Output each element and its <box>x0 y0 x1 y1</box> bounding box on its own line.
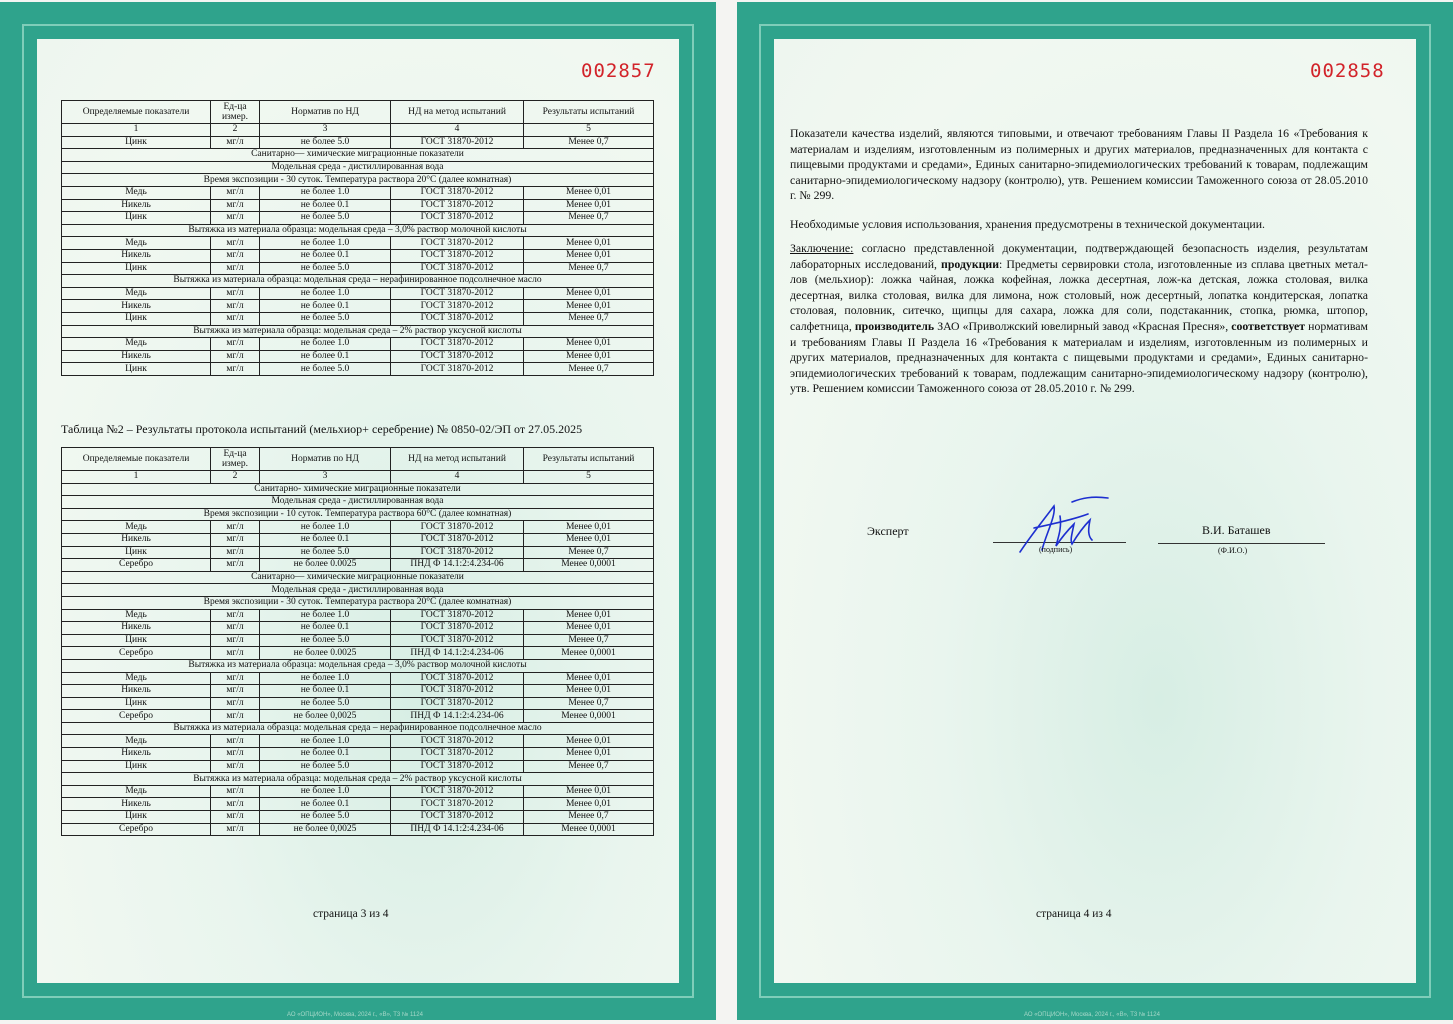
column-header: Ед-ца измер. <box>211 101 260 124</box>
manufacturer-label: производитель <box>854 318 935 333</box>
table-cell: Менее 0,01 <box>524 199 654 212</box>
column-number: 5 <box>524 124 654 137</box>
signature-caption: (подпись) <box>1039 545 1073 554</box>
table-cell: не более 5.0 <box>260 136 391 149</box>
table-cell: Цинк <box>62 811 211 824</box>
table-cell: ГОСТ 31870-2012 <box>391 136 524 149</box>
table-cell: ГОСТ 31870-2012 <box>391 521 524 534</box>
table-cell: не более 5.0 <box>260 634 391 647</box>
table-2-caption: Таблица №2 – Результаты протокола испытаний (мельхиор+ серебрение) № 0850-02/ЭП от 27.05.2025 <box>61 422 583 436</box>
section-title: Вытяжка из материала образца: модельная среда – нерафинированное подсолнечное масло <box>62 722 654 735</box>
table-cell: мг/л <box>211 533 260 546</box>
table-row <box>62 685 654 698</box>
section-title: Санитарно- химические миграционные показатели <box>62 483 654 496</box>
table-cell: Менее 0,0001 <box>524 823 654 836</box>
table-cell: не более 1.0 <box>260 672 391 685</box>
table-cell: Менее 0,01 <box>524 521 654 534</box>
table-row <box>62 697 654 710</box>
table-cell: не более 5.0 <box>260 697 391 710</box>
table-cell: не более 5.0 <box>260 262 391 275</box>
table-cell: не более 0.1 <box>260 798 391 811</box>
table-cell: Менее 0,0001 <box>524 559 654 572</box>
table-cell: не более 5.0 <box>260 811 391 824</box>
serial-number: 002858 <box>1310 60 1385 82</box>
table-row <box>62 748 654 761</box>
table-cell: мг/л <box>211 262 260 275</box>
expert-name: В.И. Баташев <box>1202 523 1271 537</box>
column-header: НД на метод испытаний <box>391 448 524 471</box>
table-cell: ГОСТ 31870-2012 <box>391 760 524 773</box>
column-header: Определяемые показатели <box>62 448 211 471</box>
certificate-page-4 <box>737 2 1453 1020</box>
table-row <box>62 136 654 149</box>
table-cell: не более 5.0 <box>260 760 391 773</box>
table-row <box>62 521 654 534</box>
column-number-row <box>62 124 654 137</box>
column-number: 2 <box>211 471 260 484</box>
table-cell: ГОСТ 31870-2012 <box>391 533 524 546</box>
certificate-page-3 <box>0 2 716 1020</box>
column-number-row <box>62 471 654 484</box>
section-row <box>62 722 654 735</box>
table-cell: Менее 0,0001 <box>524 710 654 723</box>
table-cell: Никель <box>62 748 211 761</box>
table-cell: не более 0.0025 <box>260 647 391 660</box>
table-cell: Серебро <box>62 710 211 723</box>
table-cell: Цинк <box>62 363 211 376</box>
section-row <box>62 508 654 521</box>
section-row <box>62 483 654 496</box>
conclusion-paragraph <box>790 241 1368 397</box>
table-cell: не более 0.1 <box>260 199 391 212</box>
table-cell: ГОСТ 31870-2012 <box>391 262 524 275</box>
table-cell: мг/л <box>211 748 260 761</box>
table-cell: мг/л <box>211 697 260 710</box>
table-cell: мг/л <box>211 710 260 723</box>
table-cell: не более 0.1 <box>260 533 391 546</box>
column-number: 4 <box>391 124 524 137</box>
table-cell: ГОСТ 31870-2012 <box>391 338 524 351</box>
table-cell: ГОСТ 31870-2012 <box>391 672 524 685</box>
table-cell: Менее 0,7 <box>524 363 654 376</box>
table-cell: Цинк <box>62 136 211 149</box>
table-cell: Медь <box>62 338 211 351</box>
table-cell: мг/л <box>211 199 260 212</box>
table-cell: не более 1.0 <box>260 735 391 748</box>
conclusion-text-d: нормативам и требованиям Главы II Раздела 16 «Требования к материалам и изделиям, изготовленным из полимерных и других материалов, предназначенных для контакта с пищевыми продуктами и средами», Единых санитарно-эпидемиологических требований к товарам, подлежащим санитарно-эпидемиологическому надзору (контролю), утв. Решением комиссии Таможенного союза от 28.05.2010 г. № 299. <box>790 318 1368 396</box>
table-cell: Менее 0,01 <box>524 249 654 262</box>
table-cell: Менее 0,7 <box>524 697 654 710</box>
section-row <box>62 224 654 237</box>
table-cell: мг/л <box>211 521 260 534</box>
section-title: Вытяжка из материала образца: модельная среда – 3,0% раствор молочной кислоты <box>62 659 654 672</box>
column-header: Определяемые показатели <box>62 101 211 124</box>
expert-label: Эксперт <box>867 524 909 538</box>
table-cell: Менее 0,01 <box>524 798 654 811</box>
table-cell: мг/л <box>211 186 260 199</box>
table-cell: Цинк <box>62 546 211 559</box>
section-title: Санитарно— химические миграционные показатели <box>62 571 654 584</box>
table-row <box>62 533 654 546</box>
table-row <box>62 811 654 824</box>
table-cell: Менее 0,01 <box>524 785 654 798</box>
table-cell: не более 0.0025 <box>260 559 391 572</box>
table-row <box>62 672 654 685</box>
table-cell: не более 1.0 <box>260 237 391 250</box>
table-cell: мг/л <box>211 350 260 363</box>
table-cell: ПНД Ф 14.1:2:4.234-06 <box>391 823 524 836</box>
table-cell: Цинк <box>62 312 211 325</box>
table-cell: Менее 0,01 <box>524 300 654 313</box>
name-line <box>1158 543 1325 544</box>
section-row <box>62 149 654 162</box>
table-cell: не более 0,0025 <box>260 823 391 836</box>
table-cell: ГОСТ 31870-2012 <box>391 811 524 824</box>
table-cell: Медь <box>62 785 211 798</box>
table-cell: Менее 0,01 <box>524 350 654 363</box>
section-row <box>62 275 654 288</box>
table-cell: мг/л <box>211 798 260 811</box>
column-header: Результаты испытаний <box>524 101 654 124</box>
table-cell: Менее 0,01 <box>524 672 654 685</box>
table-cell: Менее 0,7 <box>524 811 654 824</box>
section-title: Модельная среда - дистиллированная вода <box>62 496 654 509</box>
table-cell: мг/л <box>211 287 260 300</box>
section-row <box>62 596 654 609</box>
section-title: Время экспозиции - 10 суток. Температура раствора 60°С (далее комнатная) <box>62 508 654 521</box>
table-cell: мг/л <box>211 609 260 622</box>
table-cell: Цинк <box>62 634 211 647</box>
section-row <box>62 325 654 338</box>
table-cell: ПНД Ф 14.1:2:4.234-06 <box>391 559 524 572</box>
table-cell: Никель <box>62 300 211 313</box>
table-row <box>62 262 654 275</box>
table-cell: Менее 0,01 <box>524 622 654 635</box>
table-row <box>62 312 654 325</box>
table-cell: ГОСТ 31870-2012 <box>391 634 524 647</box>
table-cell: ГОСТ 31870-2012 <box>391 798 524 811</box>
table-cell: Цинк <box>62 760 211 773</box>
page-number: страница 3 из 4 <box>313 908 389 920</box>
table-cell: ПНД Ф 14.1:2:4.234-06 <box>391 647 524 660</box>
table-cell: ГОСТ 31870-2012 <box>391 350 524 363</box>
table-cell: мг/л <box>211 363 260 376</box>
table-cell: Никель <box>62 249 211 262</box>
column-header: Норматив по НД <box>260 101 391 124</box>
table-cell: не более 1.0 <box>260 338 391 351</box>
section-title: Санитарно— химические миграционные показатели <box>62 149 654 162</box>
table-cell: не более 0.1 <box>260 685 391 698</box>
table-cell: ГОСТ 31870-2012 <box>391 212 524 225</box>
results-table-1 <box>61 100 654 376</box>
table-row <box>62 559 654 572</box>
table-cell: Менее 0,7 <box>524 546 654 559</box>
section-title: Время экспозиции - 30 суток. Температура раствора 20°С (далее комнатная) <box>62 174 654 187</box>
table-cell: мг/л <box>211 685 260 698</box>
table-cell: Менее 0,7 <box>524 136 654 149</box>
section-row <box>62 773 654 786</box>
conclusion-text-a: согласно представленной документации, подтверждающей безопасность изделия, результатам лабораторных исследований, <box>790 241 1368 271</box>
table-row <box>62 735 654 748</box>
table-cell: мг/л <box>211 785 260 798</box>
table-row <box>62 634 654 647</box>
section-title: Вытяжка из материала образца: модельная среда – 2% раствор уксусной кислоты <box>62 325 654 338</box>
table-row <box>62 823 654 836</box>
table-cell: мг/л <box>211 622 260 635</box>
table-cell: Медь <box>62 521 211 534</box>
table-cell: не более 0.1 <box>260 748 391 761</box>
printer-footer: АО «ОПЦИОН», Москва, 2024 г., «В», Т3 № 1124 <box>287 1012 423 1018</box>
section-title: Вытяжка из материала образца: модельная среда – 2% раствор уксусной кислоты <box>62 773 654 786</box>
table-cell: ПНД Ф 14.1:2:4.234-06 <box>391 710 524 723</box>
table-cell: Менее 0,01 <box>524 748 654 761</box>
table-cell: мг/л <box>211 338 260 351</box>
table-cell: мг/л <box>211 735 260 748</box>
table-cell: Цинк <box>62 212 211 225</box>
table-cell: Медь <box>62 609 211 622</box>
serial-number: 002857 <box>581 60 656 82</box>
table-row <box>62 237 654 250</box>
section-title: Время экспозиции - 30 суток. Температура раствора 20°С (далее комнатная) <box>62 596 654 609</box>
table-row <box>62 249 654 262</box>
table-cell: Никель <box>62 622 211 635</box>
table-cell: Медь <box>62 672 211 685</box>
table-cell: мг/л <box>211 760 260 773</box>
table-cell: не более 5.0 <box>260 212 391 225</box>
table-cell: мг/л <box>211 672 260 685</box>
table-cell: ГОСТ 31870-2012 <box>391 249 524 262</box>
table-cell: Менее 0,7 <box>524 262 654 275</box>
column-number: 1 <box>62 124 211 137</box>
table-cell: ГОСТ 31870-2012 <box>391 363 524 376</box>
table-cell: ГОСТ 31870-2012 <box>391 697 524 710</box>
section-title: Модельная среда - дистиллированная вода <box>62 161 654 174</box>
results-table-2 <box>61 447 654 836</box>
section-row <box>62 161 654 174</box>
table-row <box>62 363 654 376</box>
table-cell: Менее 0,01 <box>524 735 654 748</box>
table-cell: Менее 0,01 <box>524 609 654 622</box>
table-cell: мг/л <box>211 136 260 149</box>
table-cell: ГОСТ 31870-2012 <box>391 546 524 559</box>
table-cell: Медь <box>62 287 211 300</box>
table-cell: не более 0,0025 <box>260 710 391 723</box>
table-cell: Никель <box>62 798 211 811</box>
table-cell: не более 0.1 <box>260 249 391 262</box>
product-label: продукции <box>941 256 1000 271</box>
table-row <box>62 609 654 622</box>
column-header: Ед-ца измер. <box>211 448 260 471</box>
table-cell: Серебро <box>62 559 211 572</box>
table-cell: ГОСТ 31870-2012 <box>391 609 524 622</box>
table-cell: ГОСТ 31870-2012 <box>391 287 524 300</box>
page-number: страница 4 из 4 <box>1036 908 1112 920</box>
table-cell: Менее 0,7 <box>524 212 654 225</box>
table-cell: не более 1.0 <box>260 609 391 622</box>
table-cell: Никель <box>62 685 211 698</box>
table-cell: Цинк <box>62 262 211 275</box>
table-cell: не более 1.0 <box>260 521 391 534</box>
table-row <box>62 798 654 811</box>
table-cell: ГОСТ 31870-2012 <box>391 312 524 325</box>
table-cell: Серебро <box>62 647 211 660</box>
table-cell: Менее 0,0001 <box>524 647 654 660</box>
table-row <box>62 287 654 300</box>
table-cell: мг/л <box>211 823 260 836</box>
table-cell: не более 5.0 <box>260 363 391 376</box>
section-row <box>62 496 654 509</box>
column-number: 4 <box>391 471 524 484</box>
table-header-row <box>62 448 654 471</box>
column-header: Норматив по НД <box>260 448 391 471</box>
table-cell: Никель <box>62 533 211 546</box>
table-cell: Менее 0,01 <box>524 186 654 199</box>
table-cell: ГОСТ 31870-2012 <box>391 186 524 199</box>
table-cell: не более 1.0 <box>260 287 391 300</box>
table-cell: мг/л <box>211 647 260 660</box>
table-cell: ГОСТ 31870-2012 <box>391 300 524 313</box>
table-row <box>62 300 654 313</box>
table-cell: не более 5.0 <box>260 546 391 559</box>
column-number: 3 <box>260 124 391 137</box>
section-title: Модельная среда - дистиллированная вода <box>62 584 654 597</box>
section-row <box>62 584 654 597</box>
table-cell: Никель <box>62 199 211 212</box>
column-number: 1 <box>62 471 211 484</box>
section-title: Вытяжка из материала образца: модельная среда – нерафинированное подсолнечное масло <box>62 275 654 288</box>
table-cell: Медь <box>62 237 211 250</box>
table-row <box>62 785 654 798</box>
table-cell: ГОСТ 31870-2012 <box>391 237 524 250</box>
table-cell: ГОСТ 31870-2012 <box>391 748 524 761</box>
table-row <box>62 350 654 363</box>
column-number: 5 <box>524 471 654 484</box>
section-row <box>62 659 654 672</box>
complies-label: соответствует <box>1231 318 1306 333</box>
column-number: 3 <box>260 471 391 484</box>
conclusion-label: Заключение: <box>790 241 854 255</box>
table-cell: мг/л <box>211 212 260 225</box>
table-cell: мг/л <box>211 249 260 262</box>
table-cell: Менее 0,01 <box>524 533 654 546</box>
table-cell: мг/л <box>211 634 260 647</box>
table-cell: не более 0.1 <box>260 350 391 363</box>
column-number: 2 <box>211 124 260 137</box>
table-cell: ГОСТ 31870-2012 <box>391 735 524 748</box>
table-cell: Менее 0,7 <box>524 634 654 647</box>
table-cell: Менее 0,01 <box>524 287 654 300</box>
quality-paragraph: Показатели качества изделий, являются типовыми, и отвечают требованиям Главы II Раздела 16 «Требования к материалам и изделиям, изготовленным из полимерных и других материалов, предназначенных для контакта с пищевыми продуктами и средами», Единых санитарно-эпидемиологических требований к товарам, подлежащим санитарно-эпидемиологическому надзору (контролю), утв. Решением комиссии Таможенного союза от 28.05.2010 г. № 299. <box>790 126 1368 203</box>
conclusion-text-c: ЗАО «Приволжский ювелирный завод «Красная Пресня», <box>934 318 1232 333</box>
table-cell: Менее 0,01 <box>524 237 654 250</box>
section-row <box>62 174 654 187</box>
table-row <box>62 546 654 559</box>
table-row <box>62 212 654 225</box>
table-cell: Менее 0,7 <box>524 312 654 325</box>
table-cell: Никель <box>62 350 211 363</box>
column-header: Результаты испытаний <box>524 448 654 471</box>
table-cell: не более 1.0 <box>260 785 391 798</box>
section-row <box>62 571 654 584</box>
name-caption: (Ф.И.О.) <box>1218 546 1248 555</box>
table-cell: Менее 0,01 <box>524 338 654 351</box>
table-cell: не более 0.1 <box>260 622 391 635</box>
table-row <box>62 338 654 351</box>
table-row <box>62 710 654 723</box>
table-cell: ГОСТ 31870-2012 <box>391 199 524 212</box>
table-cell: Медь <box>62 186 211 199</box>
table-cell: мг/л <box>211 559 260 572</box>
table-row <box>62 199 654 212</box>
column-header: НД на метод испытаний <box>391 101 524 124</box>
table-cell: не более 0.1 <box>260 300 391 313</box>
table-cell: мг/л <box>211 300 260 313</box>
table-cell: мг/л <box>211 546 260 559</box>
table-cell: мг/л <box>211 811 260 824</box>
table-cell: ГОСТ 31870-2012 <box>391 785 524 798</box>
table-cell: ГОСТ 31870-2012 <box>391 622 524 635</box>
conclusion-text-b: : Предметы сервировки стола, изготовленные из сплава цветных метал-лов (мельхиор): ложка чайная, ложка кофейная, ложка десертная, лож-ка детская, ложка столовая, вилка десертная, вилка столовая, вилка для лимона, нож столовый, нож десертный, лопатка кондитерская, лопатка столовая, половник, ситечко, щипцы для сахара, ложка для соли, подстаканник, стопка, рюмка, штопор, салфетница, <box>790 256 1368 333</box>
storage-paragraph: Необходимые условия использования, хранения предусмотрены в технической документации. <box>790 217 1266 231</box>
table-header-row <box>62 101 654 124</box>
table-cell: мг/л <box>211 312 260 325</box>
table-row <box>62 622 654 635</box>
table-cell: не более 1.0 <box>260 186 391 199</box>
section-title: Вытяжка из материала образца: модельная среда – 3,0% раствор молочной кислоты <box>62 224 654 237</box>
table-cell: Менее 0,01 <box>524 685 654 698</box>
table-row <box>62 760 654 773</box>
table-cell: не более 5.0 <box>260 312 391 325</box>
printer-footer: АО «ОПЦИОН», Москва, 2024 г., «В», Т3 № 1124 <box>1024 1012 1160 1018</box>
table-cell: ГОСТ 31870-2012 <box>391 685 524 698</box>
table-row <box>62 186 654 199</box>
table-cell: Медь <box>62 735 211 748</box>
table-row <box>62 647 654 660</box>
table-cell: Цинк <box>62 697 211 710</box>
table-cell: Менее 0,7 <box>524 760 654 773</box>
table-cell: мг/л <box>211 237 260 250</box>
table-cell: Серебро <box>62 823 211 836</box>
